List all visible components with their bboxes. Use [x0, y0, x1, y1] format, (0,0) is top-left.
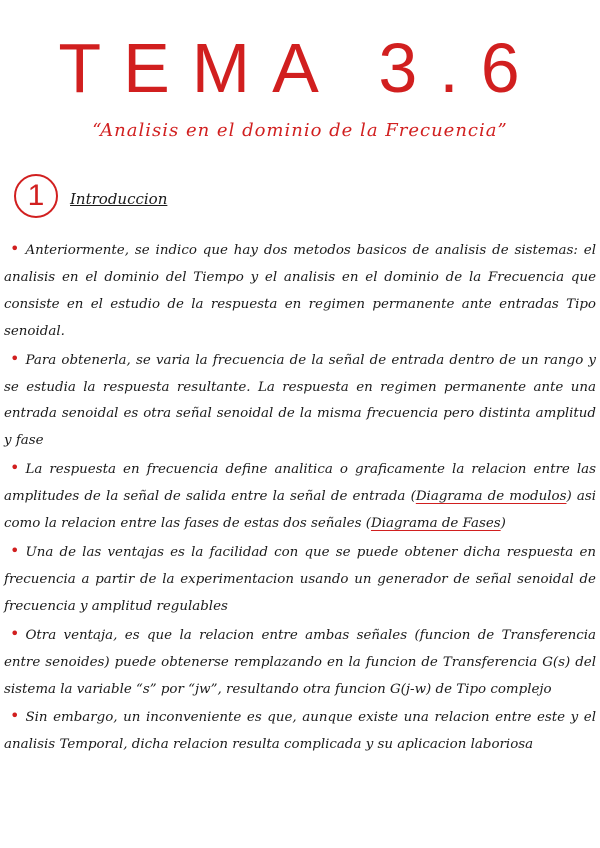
paragraph-text: ) [500, 516, 506, 532]
paragraph-text: Una de las ventajas es la facilidad con que se puede obtener dicha respuesta en frecuencia a partir de la experimentacion usando un generador de señal senoidal de frecuencia y amplitud regulables [4, 544, 596, 614]
bullet-icon: • [10, 458, 20, 478]
paragraph-text: Anteriormente, se indico que hay dos metodos basicos de analisis de sistemas: el analisis en el dominio del Tiempo y el analisis en el dominio de la Frecuencia que consiste en el estudio de la respuesta en regimen permanente ante entradas Tipo senoidal. [4, 243, 596, 339]
paragraph [4, 236, 596, 346]
bullet-icon: • [10, 239, 20, 258]
page-title: TEMA 3.6 [58, 29, 542, 107]
section-title: Introduccion [70, 190, 168, 208]
term-diagrama-modulos: Diagrama de modulos [415, 489, 567, 505]
bullet-icon: • [10, 348, 20, 368]
section-number-circle: 1 [14, 174, 58, 218]
paragraph [4, 621, 596, 704]
paragraph-text: Para obtenerla, se varia la frecuencia de la señal de entrada dentro de un rango y se estudia la respuesta resultante. La respuesta en regimen permanente ante una entrada senoidal es otra señal senoidal de la misma frecuencia pero distinta amplitud y fase [4, 352, 596, 449]
notes-body [4, 236, 596, 759]
paragraph [4, 703, 596, 759]
paragraph-text: Sin embargo, un inconveniente es que, aunque existe una relacion entre este y el analisis Temporal, dicha relacion resulta complicada y su aplicacion laboriosa [4, 710, 596, 753]
bullet-icon: • [10, 706, 20, 726]
paragraph-text: La respuesta en frecuencia define analitica o graficamente la relacion entre las amplitudes de la señal de salida entre la señal de entrada ( [4, 462, 596, 505]
paragraph [4, 346, 596, 456]
paragraph [4, 538, 596, 621]
bullet-icon: • [10, 623, 20, 643]
term-diagrama-fases: Diagrama de Fases [370, 516, 501, 532]
section-heading [14, 174, 167, 218]
paragraph-text: ) asi como la relacion entre las fases de estas dos señales ( [4, 489, 597, 532]
bullet-icon: • [10, 540, 20, 560]
page-subtitle: “Analisis en el dominio de la Frecuencia” [92, 120, 508, 141]
paragraph [4, 455, 596, 538]
paragraph-text: Otra ventaja, es que la relacion entre ambas señales (funcion de Transferencia entre senoides) puede obtenerse remplazando en la funcion de Transferencia G(s) del sistema la variable “s” por “jw”, resultando otra funcion G(j-w) de Tipo complejo [4, 627, 596, 697]
